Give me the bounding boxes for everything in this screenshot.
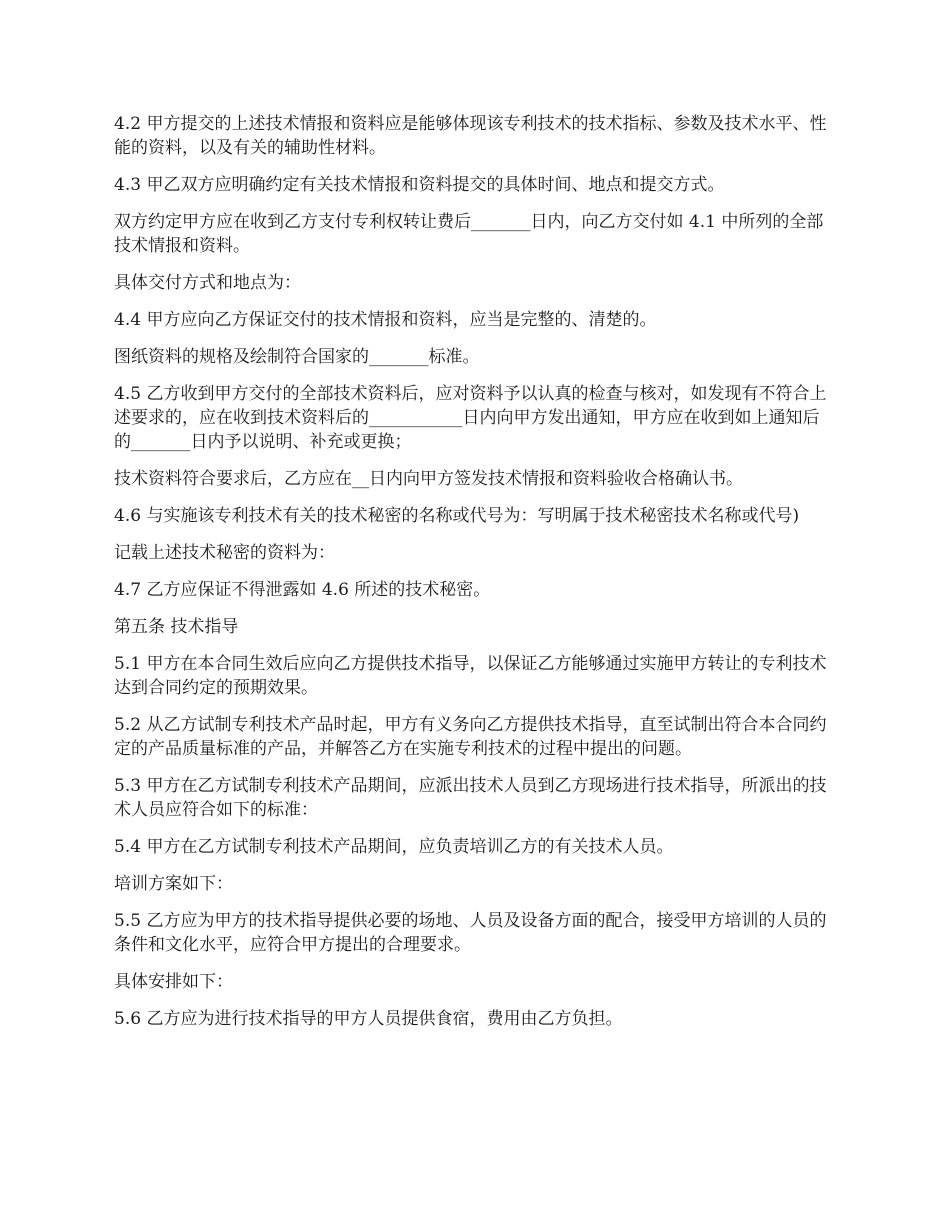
paragraph-4-6: 4.6 与实施该专利技术有关的技术秘密的名称或代号为：写明属于技术秘密技术名称或代号) [114, 506, 800, 526]
paragraph-drawing-standard: 图纸资料的规格及绘制符合国家的_______标准。 [114, 347, 480, 367]
paragraph-4-2: 4.2 甲方提交的上述技术情报和资料应是能够体现该专利技术的技术指标、参数及技术水平、性能的资料，以及有关的辅助性材料。 [114, 114, 827, 158]
paragraph-secret-materials: 记载上述技术秘密的资料为： [114, 543, 335, 563]
paragraph-5-1: 5.1 甲方在本合同生效后应向乙方提供技术指导，以保证乙方能够通过实施甲方转让的专利技术达到合同约定的预期效果。 [114, 654, 827, 698]
paragraph-5-2: 5.2 从乙方试制专利技术产品时起，甲方有义务向乙方提供技术指导，直至试制出符合本合同约定的产品质量标准的产品，并解答乙方在实施专利技术的过程中提出的问题。 [114, 715, 827, 759]
paragraph-4-7: 4.7 乙方应保证不得泄露如 4.6 所述的技术秘密。 [114, 580, 491, 600]
paragraph-acceptance-certificate: 技术资料符合要求后，乙方应在__日内向甲方签发技术情报和资料验收合格确认书。 [114, 469, 743, 489]
paragraph-5-6: 5.6 乙方应为进行技术指导的甲方人员提供食宿，费用由乙方负担。 [114, 1009, 623, 1029]
paragraph-training-plan: 培训方案如下： [114, 874, 233, 894]
document-body [114, 112, 834, 1044]
paragraph-arrangements: 具体安排如下： [114, 972, 233, 992]
paragraph-5-3: 5.3 甲方在乙方试制专利技术产品期间，应派出技术人员到乙方现场进行技术指导，所派出的技术人员应符合如下的标准： [114, 776, 827, 820]
paragraph-4-5: 4.5 乙方收到甲方交付的全部技术资料后，应对资料予以认真的检查与核对，如发现有不符合上述要求的，应在收到技术资料后的___________日内向甲方发出通知，甲方应在收到如上通知后的_______日内予以说明、补充或更换； [114, 384, 827, 452]
paragraph-4-4: 4.4 甲方应向乙方保证交付的技术情报和资料，应当是完整的、清楚的。 [114, 310, 657, 330]
paragraph-4-3: 4.3 甲乙双方应明确约定有关技术情报和资料提交的具体时间、地点和提交方式。 [114, 175, 725, 195]
paragraph-delivery-method: 具体交付方式和地点为： [114, 273, 301, 293]
paragraph-delivery-deadline: 双方约定甲方应在收到乙方支付专利权转让费后_______日内，向乙方交付如 4.1 中所列的全部技术情报和资料。 [114, 212, 824, 256]
section-heading-article-5: 第五条 技术指导 [114, 617, 239, 637]
paragraph-5-4: 5.4 甲方在乙方试制专利技术产品期间，应负责培训乙方的有关技术人员。 [114, 837, 674, 857]
paragraph-5-5: 5.5 乙方应为甲方的技术指导提供必要的场地、人员及设备方面的配合，接受甲方培训的人员的条件和文化水平，应符合甲方提出的合理要求。 [114, 911, 827, 955]
